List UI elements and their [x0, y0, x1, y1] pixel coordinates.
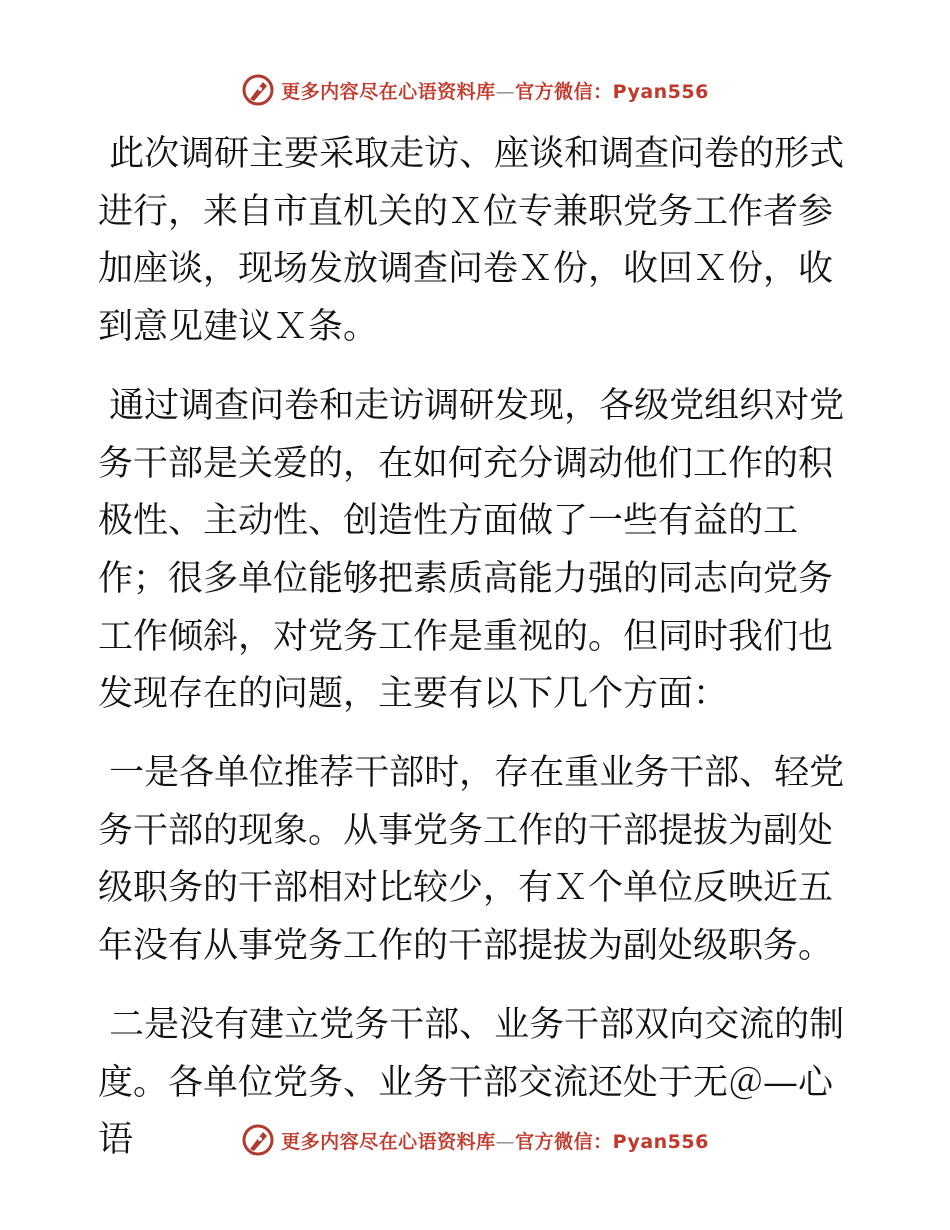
- header-banner-text: 更多内容尽在心语资料库—官方微信：Pyan556: [281, 80, 709, 103]
- document-body: [98, 126, 858, 1170]
- footer-banner: [0, 1120, 950, 1160]
- pen-nib-logo-icon: [241, 1123, 275, 1157]
- wechat-id: Pyan556: [612, 1130, 709, 1153]
- wechat-id: Pyan556: [612, 80, 709, 103]
- paragraph-1: 此次调研主要采取走访、座谈和调查问卷的形式进行，来自市直机关的Ｘ位专兼职党务工作者参加座谈，现场发放调查问卷Ｘ份，收回Ｘ份，收到意见建议Ｘ条。: [98, 134, 845, 348]
- footer-banner-text: 更多内容尽在心语资料库—官方微信：Pyan556: [281, 1130, 709, 1153]
- paragraph-4: 二是没有建立党务干部、业务干部双向交流的制度。各单位党务、业务干部交流还处于无＠—心语: [98, 1004, 845, 1161]
- paragraph-2: 通过调查问卷和走访调研发现，各级党组织对党务干部是关爱的，在如何充分调动他们工作的积极性、主动性、创造性方面做了一些有益的工作；很多单位能够把素质高能力强的同志向党务工作倾斜，对党务工作是重视的。但同时我们也发现存在的问题，主要有以下几个方面：: [98, 385, 845, 715]
- pen-nib-logo-icon: [241, 73, 275, 107]
- header-banner: [0, 70, 950, 110]
- paragraph-3: 一是各单位推荐干部时，存在重业务干部、轻党务干部的现象。从事党务工作的干部提拔为副处级职务的干部相对比较少，有Ｘ个单位反映近五年没有从事党务工作的干部提拔为副处级职务。: [98, 753, 845, 967]
